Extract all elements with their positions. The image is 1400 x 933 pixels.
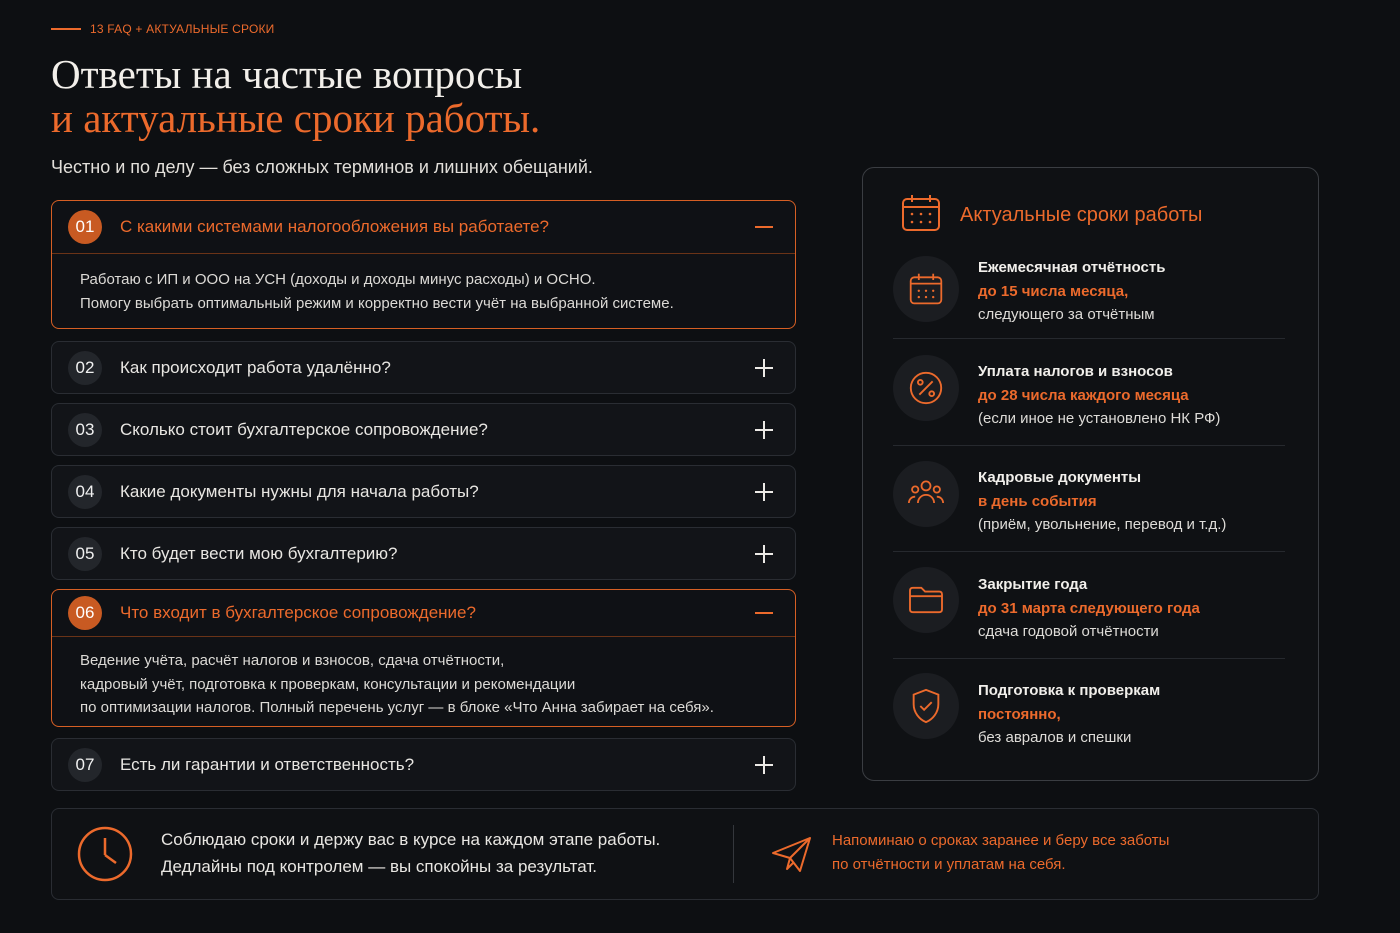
commitment-line: Соблюдаю сроки и держу вас в курсе на каждом этапе работы. — [161, 830, 661, 849]
folder-icon — [893, 567, 959, 633]
deadline-title: Кадровые документы — [978, 469, 1142, 486]
faq-question: Что входит в бухгалтерское сопровождение? — [120, 603, 476, 622]
commitment-line: Дедлайны под контролем — вы спокойны за результат. — [161, 857, 597, 876]
deadline-note: сдача годовой отчётности — [978, 623, 1159, 640]
faq-item-03[interactable] — [51, 403, 796, 456]
deadline-item — [893, 256, 1285, 336]
faq-question: С какими системами налогообложения вы работаете? — [120, 217, 549, 236]
deadline-text — [978, 679, 1160, 750]
expand-icon[interactable] — [755, 359, 773, 377]
faq-item-05[interactable] — [51, 527, 796, 580]
page-title — [51, 52, 540, 140]
people-icon — [893, 461, 959, 527]
divider — [893, 551, 1285, 552]
calendar-icon — [893, 256, 959, 322]
vertical-divider — [733, 825, 734, 883]
deadline-item — [893, 355, 1285, 435]
deadline-date: до 31 марта следующего года — [978, 599, 1200, 617]
faq-question-row[interactable] — [52, 342, 795, 394]
section-eyebrow — [51, 22, 275, 36]
faq-number: 07 — [68, 748, 102, 782]
deadline-text — [978, 573, 1200, 644]
deadline-date: до 15 числа месяца, — [978, 282, 1129, 300]
deadline-note: следующего за отчётным — [978, 306, 1155, 323]
commitment-text — [161, 826, 660, 880]
reminder-text — [832, 829, 1169, 876]
reminder-line: по отчётности и уплатам на себя. — [832, 855, 1066, 873]
faq-question: Кто будет вести мою бухгалтерию? — [120, 544, 398, 563]
faq-item-07[interactable] — [51, 738, 796, 791]
faq-number: 01 — [68, 210, 102, 244]
faq-question: Сколько стоит бухгалтерское сопровождение? — [120, 420, 488, 439]
faq-question: Есть ли гарантии и ответственность? — [120, 755, 415, 774]
shield-check-icon — [893, 673, 959, 739]
deadline-date: в день события — [978, 492, 1097, 510]
expand-icon[interactable] — [755, 545, 773, 563]
calendar-icon — [901, 193, 941, 238]
deadline-title: Уплата налогов и взносов — [978, 363, 1173, 380]
page-subtitle: Честно и по делу — без сложных терминов и лишних обещаний. — [51, 157, 593, 177]
faq-answer-line: Ведение учёта, расчёт налогов и взносов, сдача отчётности, — [80, 652, 505, 669]
faq-question-row[interactable] — [52, 739, 795, 791]
faq-question-row[interactable] — [52, 466, 795, 518]
faq-answer-line: Помогу выбрать оптимальный режим и корректно вести учёт на выбранной системе. — [80, 294, 674, 312]
faq-question-row[interactable] — [52, 528, 795, 580]
faq-item-01[interactable] — [51, 200, 796, 329]
eyebrow-text: 13 FAQ + АКТУАЛЬНЫЕ СРОКИ — [90, 22, 275, 36]
faq-question-row[interactable] — [52, 590, 795, 637]
deadline-date: до 28 числа каждого месяца — [978, 386, 1189, 404]
collapse-icon[interactable] — [755, 604, 773, 622]
faq-number: 02 — [68, 351, 102, 385]
divider — [893, 658, 1285, 659]
faq-answer-line: по оптимизации налогов. Полный перечень услуг — в блоке «Что Анна забирает на себя». — [80, 699, 714, 716]
deadline-title: Ежемесячная отчётность — [978, 259, 1166, 276]
faq-item-04[interactable] — [51, 465, 796, 518]
faq-answer — [52, 637, 795, 736]
deadline-text — [978, 360, 1220, 431]
faq-number: 06 — [68, 596, 102, 630]
faq-question-row[interactable] — [52, 201, 795, 254]
percent-icon — [893, 355, 959, 421]
deadline-item — [893, 567, 1285, 647]
paper-plane-icon — [770, 834, 814, 879]
deadline-note: (если иное не установлено НК РФ) — [978, 410, 1221, 427]
deadline-note: (приём, увольнение, перевод и т.д.) — [978, 516, 1227, 533]
divider — [893, 445, 1285, 446]
faq-question: Как происходит работа удалённо? — [120, 358, 391, 377]
deadlines-title: Актуальные сроки работы — [960, 204, 1203, 226]
deadlines-panel — [862, 167, 1319, 781]
deadline-title: Подготовка к проверкам — [978, 682, 1161, 699]
collapse-icon[interactable] — [755, 218, 773, 236]
faq-answer — [52, 254, 795, 331]
deadline-note: без авралов и спешки — [978, 729, 1132, 746]
deadlines-header — [901, 193, 1202, 238]
faq-number: 03 — [68, 413, 102, 447]
expand-icon[interactable] — [755, 421, 773, 439]
deadline-title: Закрытие года — [978, 576, 1088, 593]
bottom-info-bar — [51, 808, 1319, 900]
divider — [893, 338, 1285, 339]
faq-question: Какие документы нужны для начала работы? — [120, 482, 479, 501]
faq-question-row[interactable] — [52, 404, 795, 456]
expand-icon[interactable] — [755, 756, 773, 774]
deadline-text — [978, 256, 1165, 327]
clock-icon — [76, 825, 134, 888]
eyebrow-line — [51, 28, 81, 30]
reminder-line: Напоминаю о сроках заранее и беру все заботы — [832, 832, 1170, 849]
faq-item-06[interactable] — [51, 589, 796, 727]
faq-number: 05 — [68, 537, 102, 571]
deadline-item — [893, 673, 1285, 753]
faq-answer-line: Работаю с ИП и ООО на УСН (доходы и доходы минус расходы) и ОСНО. — [80, 271, 596, 288]
deadline-item — [893, 461, 1285, 541]
title-line-1: Ответы на частые вопросы — [51, 51, 523, 97]
faq-number: 04 — [68, 475, 102, 509]
deadline-date: постоянно, — [978, 705, 1061, 723]
expand-icon[interactable] — [755, 483, 773, 501]
faq-item-02[interactable] — [51, 341, 796, 394]
faq-answer-line: кадровый учёт, подготовка к проверкам, консультации и рекомендации — [80, 675, 576, 693]
title-line-2: и актуальные сроки работы. — [51, 95, 541, 141]
deadline-text — [978, 466, 1226, 537]
